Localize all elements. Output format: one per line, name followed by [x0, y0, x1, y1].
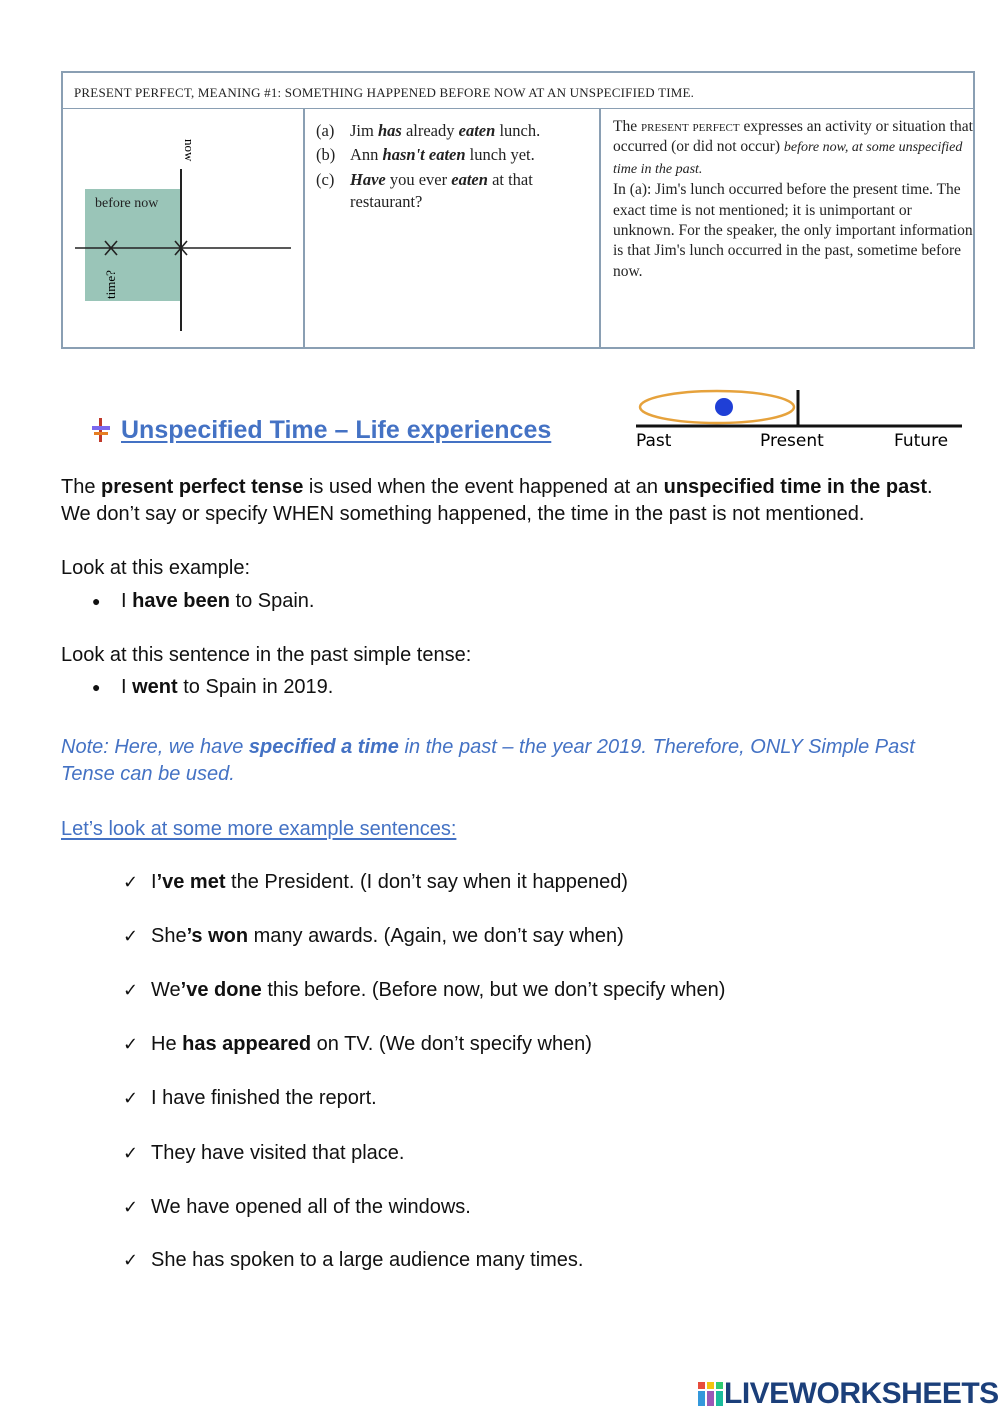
time-question-label: time?	[103, 270, 118, 299]
checkmark-icon: ✓	[123, 1197, 139, 1218]
pushpin-icon	[90, 417, 112, 443]
check-list-item: ✓ He has appeared on TV. (We don’t specify when)	[123, 1031, 592, 1058]
look-at-past-simple-text: Look at this sentence in the past simple tense:	[61, 644, 472, 666]
grammar-reference-table	[61, 71, 975, 349]
explanation-paragraph-1: The present perfect expresses an activity or situation that occurred (or did not occur) before now, at some unspecified time in the past.	[613, 118, 973, 177]
bullet-example-present-perfect: ● I have been to Spain.	[92, 590, 315, 612]
timeline-diagram	[63, 109, 303, 349]
logo-text: LIVEWORKSHEETS	[724, 1377, 999, 1410]
example-row: (a) Jim has already eaten lunch.	[316, 121, 541, 140]
check-list-item: ✓ We’ve done this before. (Before now, but we don’t specify when)	[123, 977, 725, 1004]
liveworksheets-logo[interactable]	[698, 1378, 999, 1410]
past-label: Past	[636, 431, 672, 451]
note-paragraph: Note: Here, we have specified a time in the past – the year 2019. Therefore, ONLY Simple Past Tense can be used.	[61, 736, 915, 785]
checkmark-icon: ✓	[123, 1034, 139, 1055]
present-label: Present	[760, 431, 824, 451]
table-header: PRESENT PERFECT, MEANING #1: SOMETHING HAPPENED BEFORE NOW AT AN UNSPECIFIED TIME.	[63, 73, 973, 109]
bullet-example-past-simple: ● I went to Spain in 2019.	[92, 676, 334, 698]
checkmark-icon: ✓	[123, 1250, 139, 1271]
intro-paragraph: The present perfect tense is used when the event happened at an unspecified time in the past. We don’t say or specify WHEN something happened, the time in the past is not mentioned.	[61, 476, 933, 525]
checkmark-icon: ✓	[123, 1143, 139, 1164]
checkmark-icon: ✓	[123, 872, 139, 893]
check-list-item: ✓ They have visited that place.	[123, 1140, 404, 1167]
example-row: (b) Ann hasn't eaten lunch yet.	[316, 145, 535, 164]
check-list-item: ✓ I’ve met the President. (I don’t say when it happened)	[123, 869, 628, 896]
check-list-item: ✓ She has spoken to a large audience many times.	[123, 1247, 583, 1274]
look-at-example-text: Look at this example:	[61, 557, 250, 579]
checkmark-icon: ✓	[123, 1088, 139, 1109]
check-list-item: ✓ I have finished the report.	[123, 1085, 377, 1112]
liveworksheets-logo-icon	[698, 1380, 724, 1408]
section-heading: Unspecified Time – Life experiences	[121, 416, 552, 444]
event-dot	[715, 398, 733, 416]
check-list-item: ✓ She’s won many awards. (Again, we don’t say when)	[123, 923, 624, 950]
examples-cell	[305, 109, 601, 349]
checkmark-icon: ✓	[123, 980, 139, 1001]
example-row: (c) Have you ever eaten at that restaurant?	[316, 170, 533, 211]
time-line-graphic	[632, 384, 964, 454]
more-examples-heading: Let’s look at some more example sentences:	[61, 818, 457, 840]
check-list-item: ✓ We have opened all of the windows.	[123, 1194, 471, 1221]
future-label: Future	[894, 431, 949, 451]
before-now-label: before now	[95, 196, 159, 211]
now-label: now	[182, 139, 197, 162]
checkmark-icon: ✓	[123, 926, 139, 947]
explanation-cell	[613, 117, 973, 282]
explanation-paragraph-2: In (a): Jim's lunch occurred before the present time. The exact time is not mentioned; it is unimportant or unknown. For the speaker, the only important information is that Jim's lunch occurred in the past, sometime before now.	[613, 181, 973, 280]
